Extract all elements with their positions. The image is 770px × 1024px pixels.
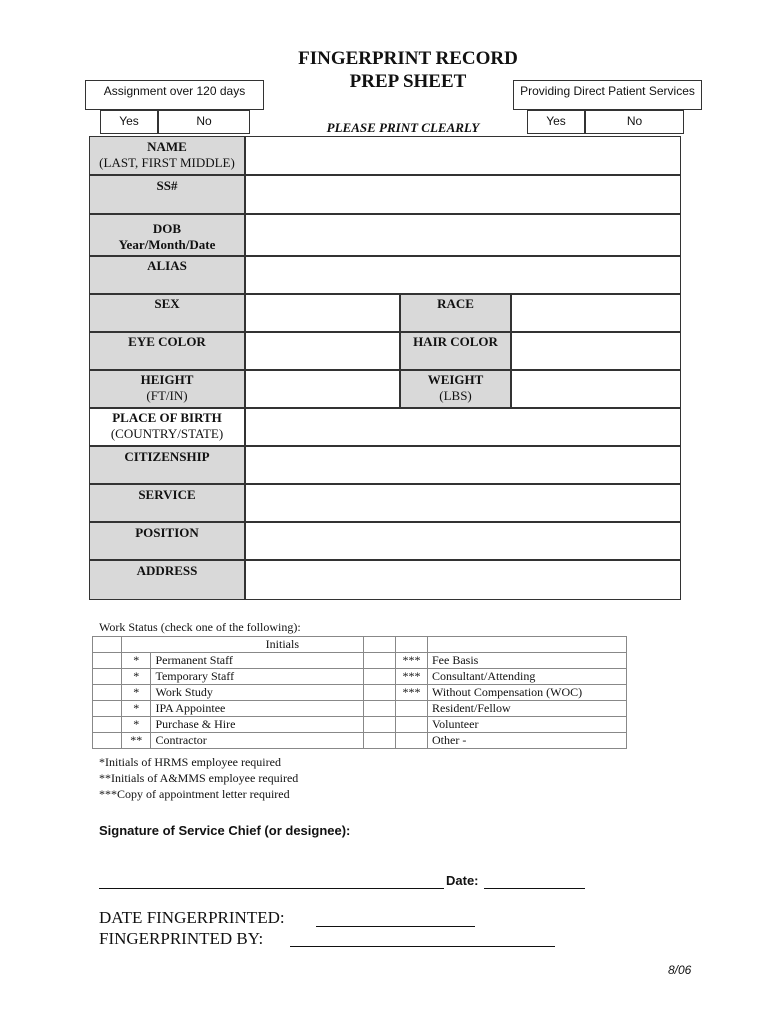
pob-label: PLACE OF BIRTH <box>112 410 222 425</box>
alias-label: ALIAS <box>147 258 187 273</box>
height-field[interactable] <box>245 370 400 408</box>
position-label: POSITION <box>135 525 199 540</box>
row-mark: * <box>122 717 151 733</box>
work-status-row <box>93 669 627 685</box>
status-label: Volunteer <box>428 717 627 733</box>
note-hrms: *Initials of HRMS employee required <box>99 755 281 769</box>
status-label: Temporary Staff <box>151 669 364 685</box>
label-citizenship <box>89 446 245 484</box>
dob-field[interactable] <box>245 214 681 256</box>
label-service <box>89 484 245 522</box>
label-race <box>400 294 511 332</box>
label-hair-color <box>400 332 511 370</box>
dob-sub-label: Year/Month/Date <box>118 237 216 252</box>
weight-field[interactable] <box>511 370 681 408</box>
ssn-field[interactable] <box>245 175 681 214</box>
race-label: RACE <box>437 296 474 311</box>
initials-cell[interactable] <box>93 669 122 685</box>
name-sub-label: (LAST, FIRST MIDDLE) <box>99 155 235 170</box>
alias-field[interactable] <box>245 256 681 294</box>
note-amms: **Initials of A&MMS employee required <box>99 771 299 785</box>
hair-color-field[interactable] <box>511 332 681 370</box>
row-mark: * <box>122 669 151 685</box>
label-address <box>89 560 245 600</box>
place-of-birth-field[interactable] <box>245 408 681 446</box>
height-label: HEIGHT <box>140 372 194 387</box>
work-status-header-row <box>93 637 627 653</box>
pob-sub-label: (COUNTRY/STATE) <box>110 426 224 441</box>
label-name <box>89 136 245 175</box>
label-dob <box>89 214 245 256</box>
work-status-row <box>93 717 627 733</box>
hair-color-label: HAIR COLOR <box>413 334 498 349</box>
label-place-of-birth <box>89 408 245 446</box>
initials-cell[interactable] <box>93 701 122 717</box>
initials-cell[interactable] <box>364 653 396 669</box>
status-label: Resident/Fellow <box>428 701 627 717</box>
address-label: ADDRESS <box>136 563 198 578</box>
citizenship-field[interactable] <box>245 446 681 484</box>
fingerprinted-by-label: FINGERPRINTED BY: <box>99 929 264 948</box>
service-field[interactable] <box>245 484 681 522</box>
status-label: Consultant/Attending <box>428 669 627 685</box>
position-field[interactable] <box>245 522 681 560</box>
revision-date: 8/06 <box>668 963 692 977</box>
service-label: SERVICE <box>138 487 196 502</box>
initials-cell[interactable] <box>93 733 122 749</box>
status-label: Without Compensation (WOC) <box>428 685 627 701</box>
work-status-row <box>93 653 627 669</box>
dob-label: DOB <box>152 221 182 236</box>
label-height <box>89 370 245 408</box>
citizenship-label: CITIZENSHIP <box>124 449 210 464</box>
status-label: Other - <box>428 733 627 749</box>
date-fingerprinted-line[interactable] <box>316 908 475 927</box>
row-mark: * <box>122 701 151 717</box>
label-eye-color <box>89 332 245 370</box>
signature-line[interactable] <box>99 870 444 889</box>
row-mark: * <box>122 685 151 701</box>
label-sex <box>89 294 245 332</box>
assignment-yes-box[interactable]: Yes <box>100 110 158 134</box>
status-label: Fee Basis <box>428 653 627 669</box>
label-position <box>89 522 245 560</box>
name-field[interactable] <box>245 136 681 175</box>
initials-cell[interactable] <box>364 733 396 749</box>
work-status-heading: Work Status (check one of the following): <box>99 620 301 634</box>
signature-date-label: Date: <box>446 873 479 888</box>
work-status-table <box>92 636 627 749</box>
direct-patient-label: Providing Direct Patient Services <box>513 80 702 110</box>
label-weight <box>400 370 511 408</box>
height-sub-label: (FT/IN) <box>146 388 188 403</box>
row-mark: *** <box>396 685 428 701</box>
signature-date-line[interactable] <box>484 870 585 889</box>
eye-color-field[interactable] <box>245 332 400 370</box>
work-status-row <box>93 701 627 717</box>
row-mark <box>396 717 428 733</box>
initials-cell[interactable] <box>364 717 396 733</box>
status-label: Contractor <box>151 733 364 749</box>
row-mark <box>396 733 428 749</box>
status-label: Purchase & Hire <box>151 717 364 733</box>
label-alias <box>89 256 245 294</box>
signature-label: Signature of Service Chief (or designee): <box>99 823 351 838</box>
direct-patient-no-box[interactable]: No <box>585 110 684 134</box>
weight-sub-label: (LBS) <box>439 388 472 403</box>
work-status-row <box>93 733 627 749</box>
date-fingerprinted-label: DATE FINGERPRINTED: <box>99 908 285 927</box>
address-field[interactable] <box>245 560 681 600</box>
weight-label: WEIGHT <box>427 372 484 387</box>
print-clearly-instruction: PLEASE PRINT CLEARLY <box>326 120 480 135</box>
initials-header: Initials <box>122 637 364 653</box>
initials-cell[interactable] <box>93 685 122 701</box>
eye-color-label: EYE COLOR <box>128 334 206 349</box>
label-ssn <box>89 175 245 214</box>
status-label: Work Study <box>151 685 364 701</box>
row-mark: *** <box>396 669 428 685</box>
ssn-label: SS# <box>156 178 178 193</box>
name-label: NAME <box>147 139 187 154</box>
assignment-label: Assignment over 120 days <box>85 80 264 110</box>
row-mark <box>396 701 428 717</box>
assignment-no-box[interactable]: No <box>158 110 250 134</box>
row-mark: ** <box>122 733 151 749</box>
initials-cell[interactable] <box>364 685 396 701</box>
work-status-row <box>93 685 627 701</box>
initials-cell[interactable] <box>364 669 396 685</box>
sex-label: SEX <box>154 296 180 311</box>
title-line-1: FINGERPRINT RECORD <box>298 48 518 69</box>
note-appointment: ***Copy of appointment letter required <box>99 787 290 801</box>
fingerprinted-by-line[interactable] <box>290 928 555 947</box>
status-label: IPA Appointee <box>151 701 364 717</box>
direct-patient-yes-box[interactable]: Yes <box>527 110 585 134</box>
row-mark: * <box>122 653 151 669</box>
sex-field[interactable] <box>245 294 400 332</box>
race-field[interactable] <box>511 294 681 332</box>
title-line-2: PREP SHEET <box>349 71 467 92</box>
status-label: Permanent Staff <box>151 653 364 669</box>
initials-cell[interactable] <box>93 717 122 733</box>
initials-cell[interactable] <box>93 653 122 669</box>
row-mark: *** <box>396 653 428 669</box>
initials-cell[interactable] <box>364 701 396 717</box>
